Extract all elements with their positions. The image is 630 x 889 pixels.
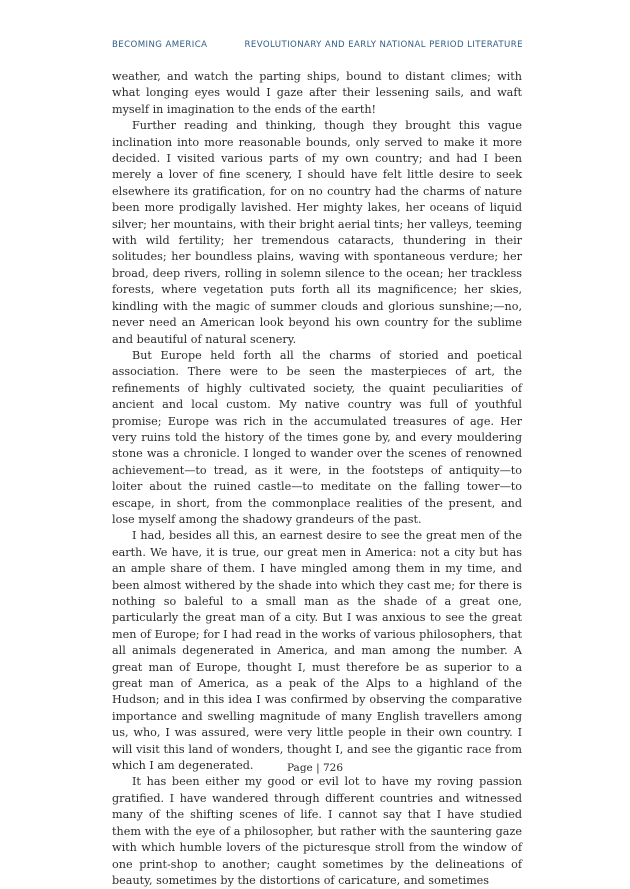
paragraph: Further reading and thinking, though they brought this vague inclination into more reasonable bounds, only served to make it more decided. I visited various parts of my own country; and had I been merely a lover of fine scenery, I should have felt little desire to seek elsewhere its gratification, for on no country had the charms of nature been more prodigally lavished. Her mighty lakes, her oceans of liquid silver; her mountains, with their bright aerial tints; her valleys, teeming with wild fertility; her tremendous cataracts, thundering in their solitudes; her boundless plains, waving with spontaneous verdure; her broad, deep rivers, rolling in solemn silence to the ocean; her trackless forests, where vegetation puts forth all its magnificence; her skies, kindling with the magic of summer clouds and glorious sunshine;—no, never need an American look beyond his own country for the sublime and beautiful of natural scenery.: [112, 119, 522, 346]
header-series-title: BECOMING AMERICA: [112, 40, 208, 50]
paragraph: But Europe held forth all the charms of storied and poetical association. There were to be seen the masterpieces of art, the refinements of highly cultivated society, the quaint peculiarities of ancient and local custom. My native country was full of youthful promise; Europe was rich in the accumulated treasures of age. Her very ruins told the history of the times gone by, and every mouldering stone was a chronicle. I longed to wander over the scenes of renowned achievement—to tread, as it were, in the footsteps of antiquity—to loiter about the ruined castle—to meditate on the falling tower—to escape, in short, from the commonplace realities of the present, and lose myself among the shadowy grandeurs of the past.: [112, 348, 522, 526]
paragraph: It has been either my good or evil lot to have my roving passion gratified. I have wandered through different countries and witnessed many of the shifting scenes of life. I cannot say that I have studied them with the eye of a philosopher, but rather with the sauntering gaze with which humble lovers of the picturesque stroll from the window of one print-shop to another; caught sometimes by the delineations of beauty, sometimes by the distortions of caricature, and sometimes: [112, 775, 522, 887]
paragraph: I had, besides all this, an earnest desire to see the great men of the earth. We have, it is true, our great men in America: not a city but has an ample share of them. I have mingled among them in my time, and been almost withered by the shade into which they cast me; for there is nothing so baleful to a small man as the shade of a great one, particularly the great man of a city. But I was anxious to see the great men of Europe; for I had read in the works of various philosophers, that all animals degenerated in America, and man among the number. A great man of Europe, thought I, must therefore be as superior to a great man of America, as a peak of the Alps to a highland of the Hudson; and in this idea I was confirmed by observing the comparative importance and swelling magnitude of many English travellers among us, who, I was assured, were very little people in their own country. I will visit this land of wonders, thought I, and see the gigantic race from which I am degenerated.: [112, 529, 522, 773]
running-header: [112, 40, 532, 50]
paragraph: weather, and watch the parting ships, bound to distant climes; with what longing eyes would I gaze after their lessening sails, and waft myself in imagination to the ends of the earth!: [112, 70, 522, 116]
header-section-title: REVOLUTIONARY AND EARLY NATIONAL PERIOD LITERATURE: [244, 40, 523, 50]
page-number: Page | 726: [286, 762, 344, 774]
